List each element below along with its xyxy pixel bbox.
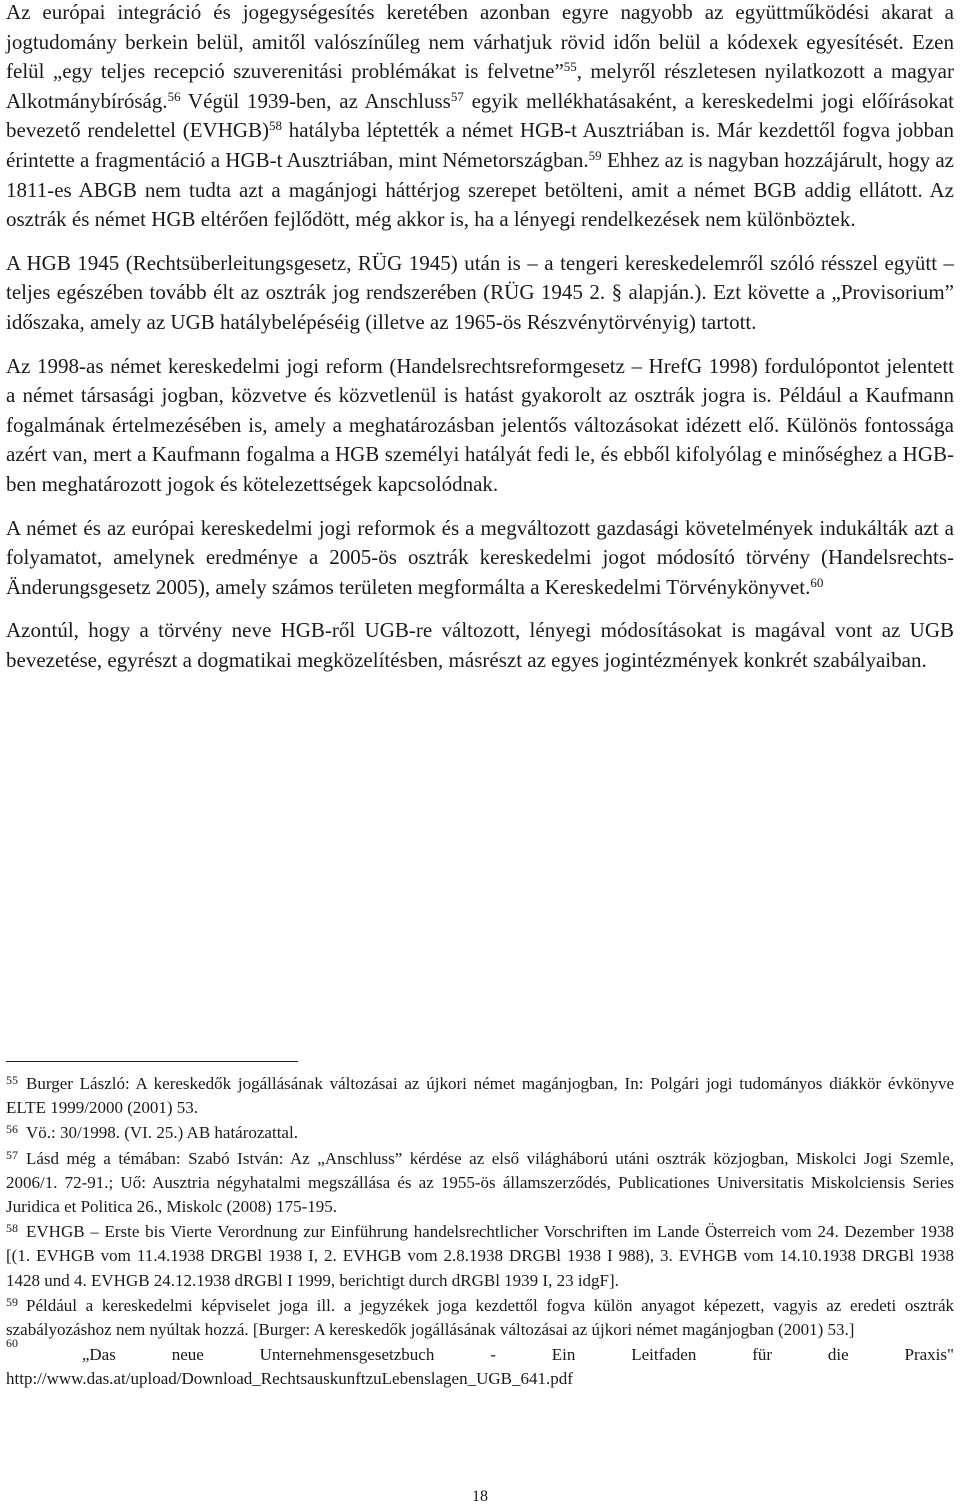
footnote-ref[interactable]: 56 bbox=[167, 88, 181, 104]
footnote-word: „Das bbox=[81, 1345, 116, 1365]
footnote bbox=[6, 1072, 954, 1120]
footnote-text: EVHGB – Erste bis Vierte Verordnung zur Einführung handelsrechtlicher Vorschriften im Lande Österreich vom 24. Dezember 1938 [(1. EVHGB vom 11.4.1938 DRGBl 1938 I, 2. EVHGB vom 2.8.1938 DRGBl 1938 I 988), 3. EVHGB vom 14.10.1938 DRGBl 1938 1428 und 4. EVHGB 24.12.1938 dRGBl I 1999, berichtigt durch dRGBl 1939 I, 23 idgF]. bbox=[6, 1222, 954, 1290]
footnote-number: 57 bbox=[6, 1147, 18, 1162]
footnote-text: Lásd még a témában: Szabó István: Az „Anschluss” kérdése az első világháború utáni osztrák közjogban, Miskolci Jogi Szemle, 2006/1. 72-91.; Uő: Ausztria négyhatalmi megszállása és az 1955-ös államszerződés, Publicationes Universitatis Miskolciensis Series Juridica et Politica 26., Miskolc (2008) 175-195. bbox=[6, 1148, 954, 1217]
text-run: hatályba léptették a német HGB-t Ausztriában is. Már kezdettől fogva jobban érintette a fragmentáció a HGB-t Ausztriában, mint Németországban. bbox=[6, 118, 954, 172]
footnote-word: - bbox=[490, 1345, 496, 1365]
body-text bbox=[6, 0, 954, 689]
paragraph: Az 1998-as német kereskedelmi jogi reform (Handelsrechtsreformgesetz – HrefG 1998) fordulópontot jelentett a német társasági jogban, közvetve és közvetlenül is hatást gyakorolt az osztrák jogra is. Például a Kaufmann fogalmának értelmezésében is, amely a meghatározásban jelentős változásokat idézett elő. Különös fontossága azért van, mert a Kaufmann fogalma a HGB személyi hatályát fedi le, és ebből kifolyólag e minőséghez a HGB-ben meghatározott jogok és kötelezettségek kapcsolódnak. bbox=[6, 353, 954, 496]
footnote-word: für bbox=[752, 1345, 773, 1365]
footnote bbox=[6, 1294, 954, 1342]
text-run: A német és az európai kereskedelmi jogi reformok és a megváltozott gazdasági követelmények indukálták azt a folyamatot, amelynek eredménye a 2005-ös osztrák kereskedelmi jogot módosító törvény (Handelsrechts-Änderungsgesetz 2005), amely számos területen megformálta a Kereskedelmi Törvénykönyvet. bbox=[6, 515, 954, 599]
footnote-number: 58 bbox=[6, 1221, 18, 1236]
footnote-ref[interactable]: 59 bbox=[588, 147, 602, 163]
footnote-word: Unternehmensgesetzbuch bbox=[259, 1345, 435, 1365]
footnote-text: Vö.: 30/1998. (VI. 25.) AB határozattal. bbox=[26, 1123, 298, 1143]
footnote-word: die bbox=[827, 1345, 849, 1365]
footnote-url[interactable]: http://www.das.at/upload/Download_RechtsauskunftzuLebenslagen_UGB_641.pdf bbox=[6, 1369, 573, 1389]
footnote bbox=[6, 1147, 954, 1220]
footnote bbox=[6, 1336, 954, 1391]
text-run: Az európai integráció és jogegységesítés keretében azonban egyre nagyobb az együttműködési akarat a jogtudomány berkein belül, amitől valószínűleg nem várhatjuk rövid időn belül a kódexek egyesítését. Ezen felül „egy teljes recepció szuverenitási problémákat is felvetne” bbox=[6, 0, 954, 84]
paragraph: A HGB 1945 (Rechtsüberleitungsgesetz, RÜG 1945) után is – a tengeri kereskedelemről szóló résszel együtt – teljes egészében tovább élt az osztrák jog rendszerében (RÜG 1945 2. § alapján.). Ezt követte a „Provisorium” időszaka, amely az UGB hatálybelépéséig (illetve az 1965-ös Részvénytörvényig) tartott. bbox=[6, 250, 954, 334]
footnote-number: 55 bbox=[6, 1073, 18, 1087]
paragraph bbox=[6, 514, 954, 603]
footnote bbox=[6, 1220, 954, 1293]
footnote-ref[interactable]: 60 bbox=[810, 574, 824, 590]
footnote bbox=[6, 1121, 954, 1145]
footnote-word: Praxis" bbox=[904, 1345, 954, 1365]
footnote-ref[interactable]: 57 bbox=[450, 88, 464, 104]
text-run: Végül 1939-ben, az Anschluss bbox=[180, 88, 451, 113]
text-run: , melyről részletesen nyilatkozott a magyar Alkotmánybíróság. bbox=[6, 59, 954, 113]
footnote-divider bbox=[6, 1061, 298, 1062]
footnote-number: 60 bbox=[6, 1336, 18, 1351]
page-number: 18 bbox=[472, 1488, 488, 1505]
footnote-first-line bbox=[6, 1336, 954, 1367]
paragraph: Azontúl, hogy a törvény neve HGB-ről UGB-re változott, lényegi módosításokat is magával vont az UGB bevezetése, egyrészt a dogmatikai megközelítésben, másrészt az egyes jogintézmények konkrét szabályaiban. bbox=[6, 618, 954, 672]
footnote-word: Leitfaden bbox=[631, 1345, 697, 1365]
footnote-text: Burger László: A kereskedők jogállásának változásai az újkori német magánjogban, In: Polgári jogi tudományos diákkör évkönyve ELTE 1999/2000 (2001) 53. bbox=[6, 1074, 954, 1118]
paragraph bbox=[6, 0, 954, 235]
footnote-word: neue bbox=[171, 1345, 204, 1365]
footnotes bbox=[6, 1072, 954, 1393]
footnote-ref[interactable]: 58 bbox=[269, 118, 283, 134]
text-run: Ehhez az is nagyban hozzájárult, hogy az 1811-es ABGB nem tudta azt a magánjogi háttérjog szerepet betölteni, amit a német BGB addig ellátott. Az osztrák és német HGB eltérően fejlődött, még akkor is, ha a lényegi rendelkezések nem különböztek. bbox=[6, 147, 954, 232]
footnote-number: 56 bbox=[6, 1122, 18, 1137]
footnote-word: Ein bbox=[551, 1345, 576, 1365]
text-run: egyik mellékhatásaként, a kereskedelmi jogi előírásokat bevezető rendelettel (EVHGB) bbox=[6, 88, 955, 143]
footnote-ref[interactable]: 55 bbox=[563, 59, 577, 75]
footnote-text: Például a kereskedelmi képviselet joga ill. a jegyzékek joga kezdettől fogva külön anyagot képezett, vagyis az eredeti osztrák szabályozáshoz nem nyúltak hozzá. [Burger: A kereskedők jogállásának változásai az újkori német magánjogban (2001) 53.] bbox=[6, 1295, 954, 1340]
footnote-number: 59 bbox=[6, 1294, 18, 1309]
